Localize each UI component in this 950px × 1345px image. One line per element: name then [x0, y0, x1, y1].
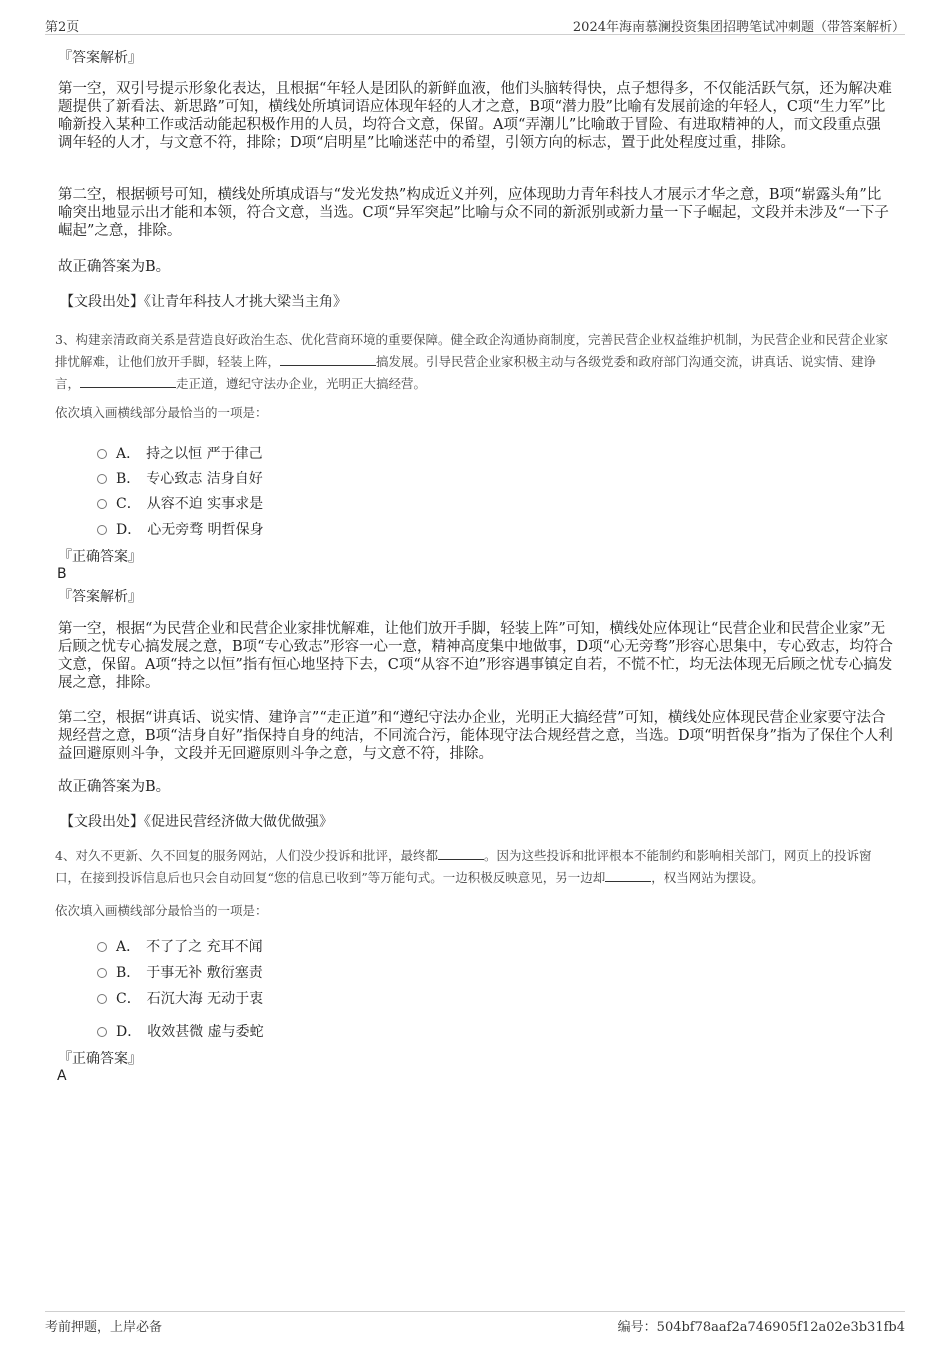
correct-answer: B	[57, 566, 67, 582]
source-citation: 【文段出处】《促进民营经济做大做优做强》	[60, 814, 333, 830]
option-d[interactable]: D． 收效甚微 虚与委蛇	[97, 1021, 264, 1041]
answer-blank	[605, 869, 651, 882]
question-stem: 3、构建亲清政商关系是营造良好政治生态、优化营商环境的重要保障。健全政企沟通协商制度，完善民营企业权益维护机制，为民营企业和民营企业家排忧解难，让他们放开手脚，轻装上阵， 搞发展。引导民营企业家积极主动与各级党委和政府部门沟通交流，讲真话、说实情、建诤言， 走正道，遵纪守法办企业，光明正大搞经营。	[55, 332, 888, 391]
correct-answer: A	[57, 1068, 67, 1084]
option-b[interactable]: B． 于事无补 敷衍塞责	[97, 962, 263, 982]
conclusion-text: 故正确答案为B。	[58, 779, 171, 795]
option-c[interactable]: C． 石沉大海 无动于衷	[97, 988, 263, 1008]
radio-icon[interactable]	[97, 474, 107, 484]
radio-icon[interactable]	[97, 942, 107, 952]
option-c[interactable]: C． 从容不迫 实事求是	[97, 493, 263, 513]
page-number: 第2页	[45, 20, 80, 35]
radio-icon[interactable]	[97, 968, 107, 978]
radio-icon[interactable]	[97, 994, 107, 1004]
analysis-paragraph: 第二空，根据“讲真话、说实情、建诤言”“走正道”和“遵纪守法办企业，光明正大搞经营”可知，横线处应体现民营企业家要守法合规经营之意，B项“洁身自好”指保持自身的纯洁，不同流合污，能体现守法合规经营之意，当选。D项“明哲保身”指为了保住个人利益回避原则斗争，文段并无回避原则斗争之意，与文意不符，排除。	[58, 710, 893, 762]
correct-answer-label: 『正确答案』	[58, 549, 142, 565]
document-title: 2024年海南慕澜投资集团招聘笔试冲刺题（带答案解析）	[572, 20, 905, 35]
conclusion-text: 故正确答案为B。	[58, 259, 171, 275]
analysis-paragraph: 第一空，双引号提示形象化表达，且根据“年轻人是团队的新鲜血液，他们头脑转得快，点子想得多，不仅能活跃气氛，还为解决难题提供了新看法、新思路”可知，横线处所填词语应体现年轻的人才之意，B项“潜力股”比喻有发展前途的年轻人，C项“生力军”比喻新投入某种工作或活动能起积极作用的人员，均符合文意，保留。A项“弄潮儿”比喻敢于冒险、有进取精神的人，而文段重点强调年轻的人才，与文意不符，排除；D项“启明星”比喻迷茫中的希望，引领方向的标志，置于此处程度过重，排除。	[58, 81, 892, 151]
option-b[interactable]: B． 专心致志 洁身自好	[97, 468, 263, 488]
answer-blank	[280, 353, 376, 366]
document-id: 编号：504bf78aaf2a746905f12a02e3b31fb4	[617, 1320, 905, 1335]
answer-blank	[80, 375, 176, 388]
analysis-paragraph: 第二空，根据顿号可知，横线处所填成语与“发光发热”构成近义并列，应体现助力青年科技人才展示才华之意，B项“崭露头角”比喻突出地显示出才能和本领，符合文意，当选。C项“异军突起”比喻与众不同的新派别或新力量一下子崛起，文段并未涉及“一下子崛起”之意，排除。	[58, 187, 889, 239]
option-a[interactable]: A． 不了了之 充耳不闻	[97, 936, 263, 956]
page-header	[45, 14, 905, 35]
analysis-paragraph: 第一空，根据“为民营企业和民营企业家排忧解难，让他们放开手脚，轻装上阵”可知，横线处应体现让“民营企业和民营企业家”无后顾之忧专心搞发展之意，B项“专心致志”形容一心一意，精神高度集中地做事，D项“心无旁骛”形容心思集中，专心致志，均符合文意，保留。A项“持之以恒”指有恒心地坚持下去，C项“从容不迫”形容遇事镇定自若，不慌不忙，均无法体现无后顾之忧专心搞发展之意，排除。	[58, 621, 893, 691]
page-footer	[45, 1311, 905, 1334]
question-instruction: 依次填入画横线部分最恰当的一项是：	[55, 903, 268, 918]
radio-icon[interactable]	[97, 499, 107, 509]
question-stem: 4、对久不更新、久不回复的服务网站，人们没少投诉和批评，最终都 。因为这些投诉和批评根本不能制约和影响相关部门，网页上的投诉窗口，在接到投诉信息后也只会自动回复“您的信息已收到”等万能句式。一边积极反映意见，另一边却 ，权当网站为摆设。	[55, 848, 872, 885]
question-instruction: 依次填入画横线部分最恰当的一项是：	[55, 405, 268, 420]
analysis-label: 『答案解析』	[58, 50, 142, 66]
radio-icon[interactable]	[97, 525, 107, 535]
footer-slogan: 考前押题，上岸必备	[45, 1320, 163, 1335]
analysis-label: 『答案解析』	[58, 589, 142, 605]
option-d[interactable]: D． 心无旁骛 明哲保身	[97, 519, 264, 539]
source-citation: 【文段出处】《让青年科技人才挑大梁当主角》	[60, 294, 347, 310]
radio-icon[interactable]	[97, 1027, 107, 1037]
answer-blank	[438, 847, 484, 860]
radio-icon[interactable]	[97, 449, 107, 459]
correct-answer-label: 『正确答案』	[58, 1051, 142, 1067]
option-a[interactable]: A． 持之以恒 严于律己	[97, 443, 263, 463]
